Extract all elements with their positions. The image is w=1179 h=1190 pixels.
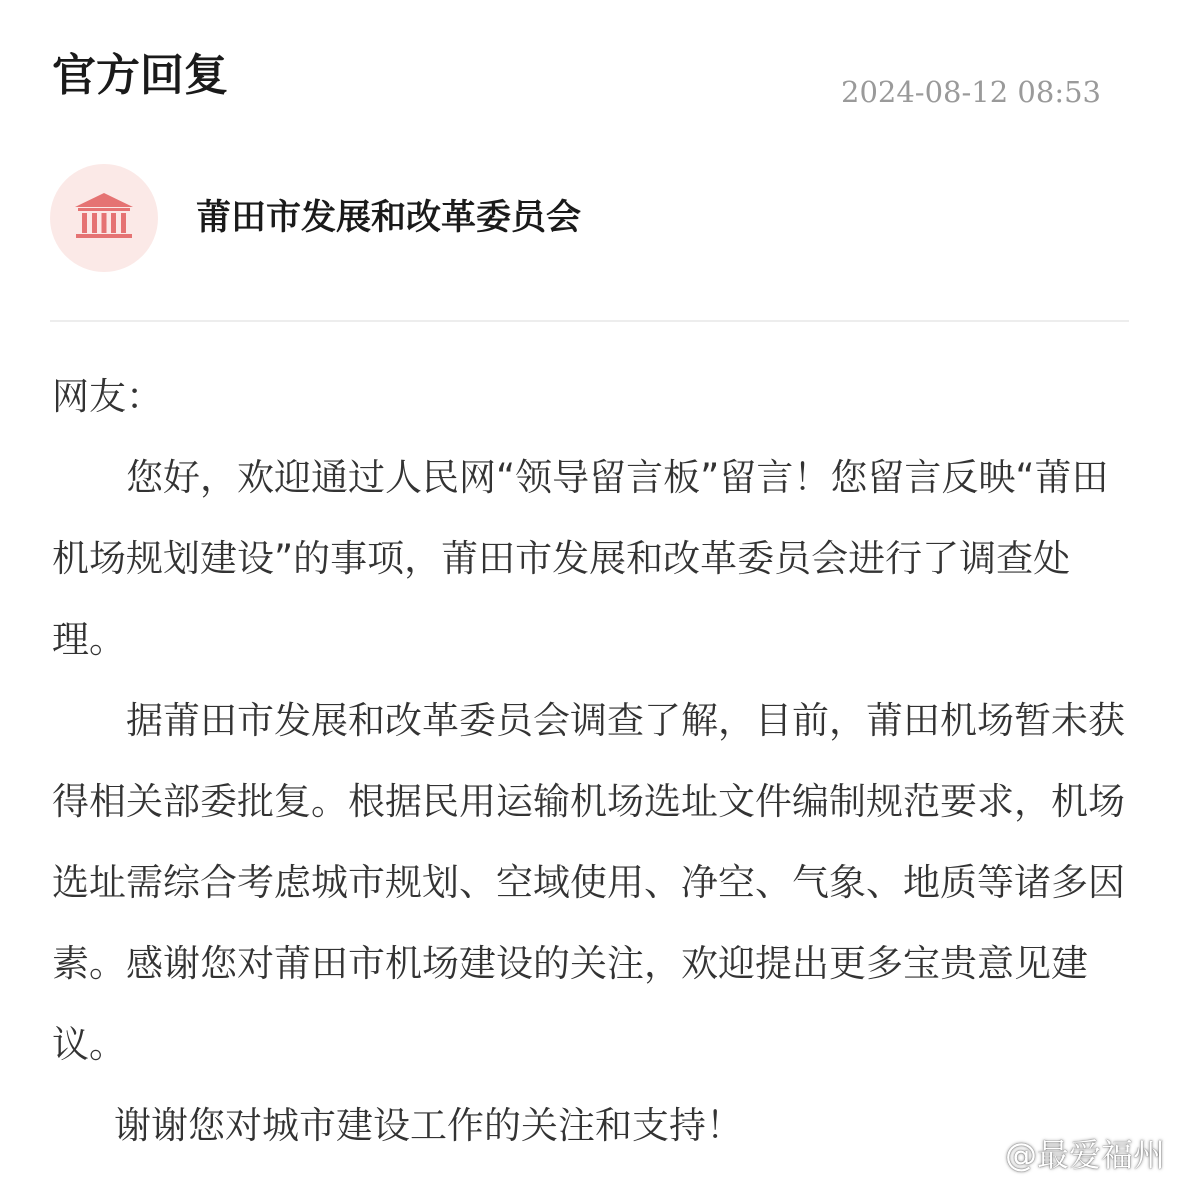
government-building-icon — [73, 191, 135, 245]
org-avatar — [50, 164, 158, 272]
reply-header — [52, 44, 1101, 114]
paragraph-intro: 您好，欢迎通过人民网“领导留言板”留言！您留言反映“莆田机场规划建设”的事项，莆田市发展和改革委员会进行了调查处理。 — [52, 456, 1109, 661]
greeting: 网友： — [52, 375, 163, 418]
watermark — [961, 1130, 1165, 1176]
divider — [50, 320, 1129, 322]
org-name[interactable]: 莆田市发展和改革委员会 — [196, 198, 582, 238]
paragraph-findings: 据莆田市发展和改革委员会调查了解，目前，莆田机场暂未获得相关部委批复。根据民用运输机场选址文件编制规范要求，机场选址需综合考虑城市规划、空域使用、净空、气象、地质等诸多因素。感谢您对莆田市机场建设的关注，欢迎提出更多宝贵意见建议。 — [52, 699, 1125, 1066]
closing-line: 谢谢您对城市建设工作的关注和支持！ — [114, 1104, 743, 1147]
watermark-text: @最爱福州 — [1004, 1136, 1165, 1174]
reply-timestamp: 2024-08-12 08:53 — [841, 75, 1101, 109]
reply-content — [52, 356, 1132, 1166]
org-info[interactable] — [50, 164, 581, 272]
weibo-icon — [961, 1132, 1005, 1174]
page-title: 官方回复 — [52, 50, 228, 101]
